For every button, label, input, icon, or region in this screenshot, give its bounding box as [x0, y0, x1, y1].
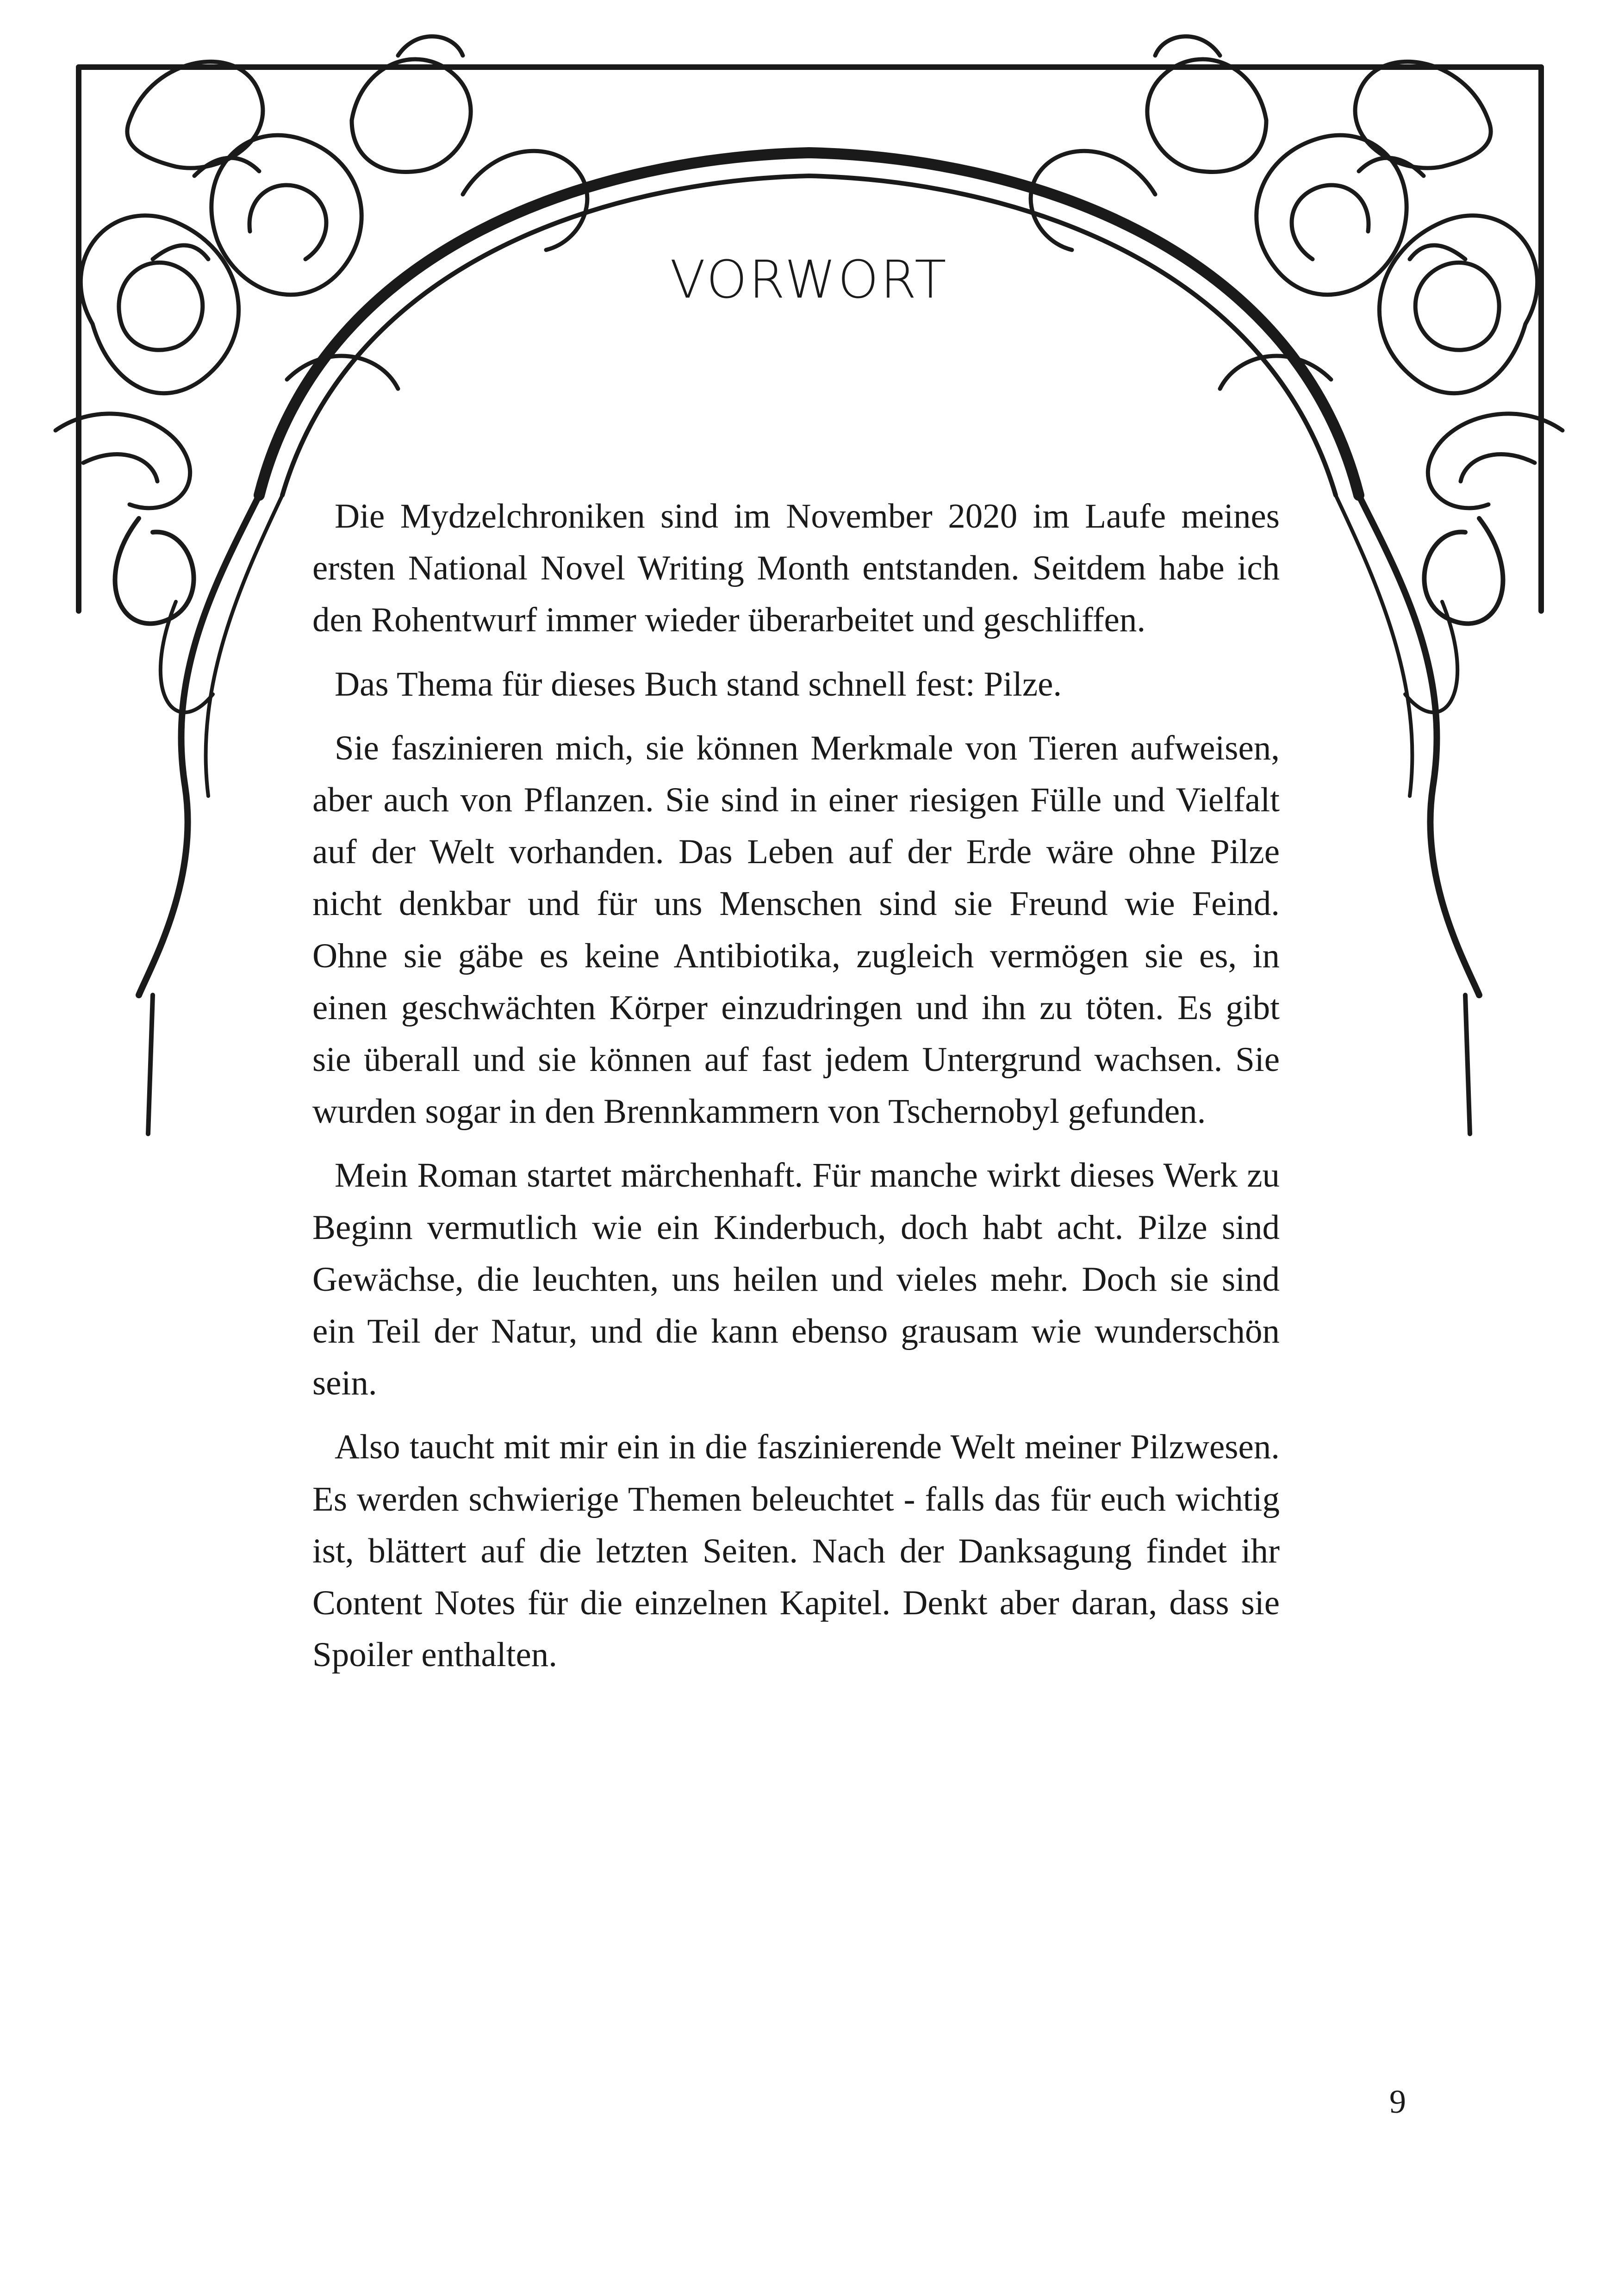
chapter-title: VORWORT — [670, 250, 948, 310]
paragraph: Sie faszinieren mich, sie können Merkmale von Tieren aufweisen, aber auch von Pflanzen. Sie sind in einer riesigen Fülle und Vielfalt auf der Welt vorhanden. Das Leben auf der Erde wäre ohne Pilze nicht denkbar und für uns Menschen sind sie Freund wie Feind. Ohne sie gäbe es keine Antibiotika, zugleich vermögen sie es, in einen geschwächten Körper einzudringen und ihn zu töten. Es gibt sie überall und sie können auf fast jedem Untergrund wachsen. Sie wurden sogar in den Brennkammern von Tschernobyl gefunden. — [312, 728, 1280, 1131]
paragraph: Mein Roman startet märchenhaft. Für manche wirkt dieses Werk zu Beginn vermutlich wie ein Kinderbuch, doch habt acht. Pilze sind Gewächse, die leuchten, uns heilen und vieles mehr. Doch sie sind ein Teil der Natur, und die kann ebenso grausam wie wunderschön sein. — [312, 1156, 1280, 1403]
page-number: 9 — [1389, 2083, 1406, 2120]
paragraph: Das Thema für dieses Buch stand schnell fest: Pilze. — [335, 665, 1062, 703]
preface-body — [312, 491, 1280, 1681]
paragraph: Also taucht mit mir ein in die faszinierende Welt meiner Pilzwesen. Es werden schwierige Themen beleuchtet - falls das für euch wichtig ist, blättert auf die letzten Seiten. Nach der Danksagung findet ihr Content Notes für die einzelnen Kapitel. Denkt aber daran, dass sie Spoiler enthalten. — [312, 1428, 1280, 1674]
paragraph: Die Mydzelchroniken sind im November 2020 im Laufe meines ersten National Novel Writing Month entstanden. Seitdem habe ich den Rohentwurf immer wieder überarbeitet und geschliffen. — [312, 497, 1280, 640]
